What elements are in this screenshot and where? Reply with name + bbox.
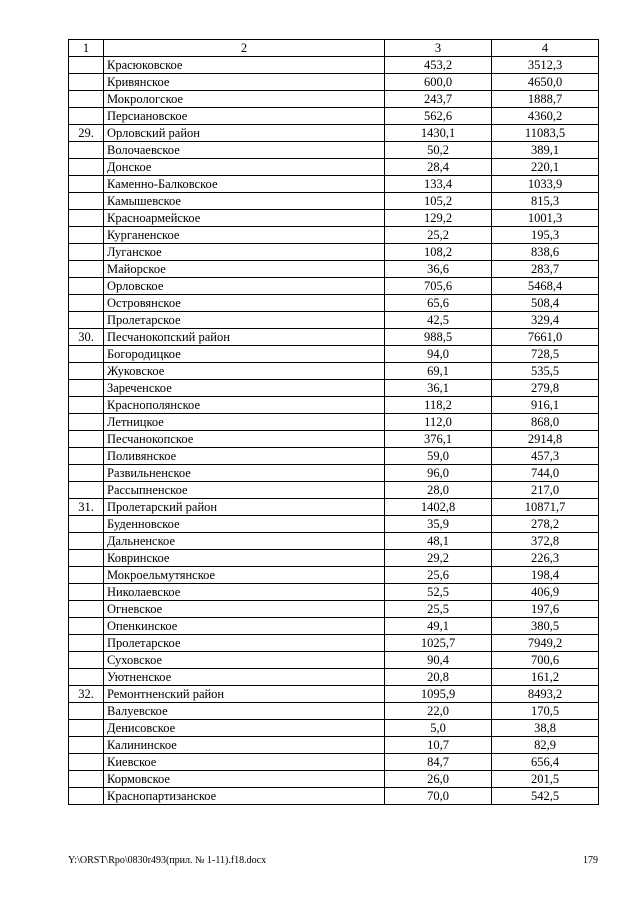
table-row [69,635,599,652]
value-col3-cell: 988,5 [385,329,492,346]
value-col4-cell: 10871,7 [492,499,599,516]
row-number-cell [69,57,104,74]
value-col4-cell: 82,9 [492,737,599,754]
value-col3-cell: 36,6 [385,261,492,278]
table-row [69,312,599,329]
header-cell-2: 2 [104,40,385,57]
value-col4-cell: 201,5 [492,771,599,788]
row-number-cell: 32. [69,686,104,703]
value-col3-cell: 35,9 [385,516,492,533]
table-row [69,91,599,108]
row-number-cell [69,516,104,533]
value-col3-cell: 112,0 [385,414,492,431]
table-row [69,584,599,601]
data-table [68,39,599,805]
table-row [69,380,599,397]
row-number-cell [69,74,104,91]
name-cell: Краснополянское [104,397,385,414]
name-cell: Огневское [104,601,385,618]
value-col3-cell: 36,1 [385,380,492,397]
table-row [69,686,599,703]
row-number-cell [69,210,104,227]
value-col3-cell: 118,2 [385,397,492,414]
value-col4-cell: 8493,2 [492,686,599,703]
row-number-cell [69,227,104,244]
table-row [69,652,599,669]
row-number-cell [69,397,104,414]
header-row [69,40,599,57]
table-row [69,295,599,312]
row-number-cell [69,533,104,550]
row-number-cell [69,652,104,669]
row-number-cell [69,737,104,754]
table-row [69,363,599,380]
value-col4-cell: 7661,0 [492,329,599,346]
value-col4-cell: 197,6 [492,601,599,618]
table-row [69,176,599,193]
value-col4-cell: 329,4 [492,312,599,329]
table-row [69,244,599,261]
name-cell: Ремонтненский район [104,686,385,703]
value-col3-cell: 1095,9 [385,686,492,703]
header-cell-1: 1 [69,40,104,57]
value-col3-cell: 96,0 [385,465,492,482]
value-col3-cell: 108,2 [385,244,492,261]
row-number-cell [69,567,104,584]
page-number: 179 [583,855,598,866]
name-cell: Опенкинское [104,618,385,635]
value-col4-cell: 170,5 [492,703,599,720]
value-col3-cell: 29,2 [385,550,492,567]
value-col4-cell: 916,1 [492,397,599,414]
name-cell: Песчанокопское [104,431,385,448]
row-number-cell [69,244,104,261]
value-col4-cell: 700,6 [492,652,599,669]
value-col3-cell: 600,0 [385,74,492,91]
table-row [69,567,599,584]
name-cell: Донское [104,159,385,176]
value-col3-cell: 59,0 [385,448,492,465]
table-row [69,754,599,771]
row-number-cell [69,346,104,363]
value-col4-cell: 198,4 [492,567,599,584]
value-col4-cell: 5468,4 [492,278,599,295]
value-col4-cell: 283,7 [492,261,599,278]
name-cell: Поливянское [104,448,385,465]
name-cell: Красюковское [104,57,385,74]
name-cell: Валуевское [104,703,385,720]
table-row [69,482,599,499]
value-col4-cell: 4650,0 [492,74,599,91]
value-col4-cell: 380,5 [492,618,599,635]
value-col4-cell: 406,9 [492,584,599,601]
row-number-cell [69,414,104,431]
value-col4-cell: 7949,2 [492,635,599,652]
value-col3-cell: 562,6 [385,108,492,125]
value-col3-cell: 42,5 [385,312,492,329]
value-col3-cell: 90,4 [385,652,492,669]
name-cell: Богородицкое [104,346,385,363]
value-col4-cell: 728,5 [492,346,599,363]
value-col4-cell: 656,4 [492,754,599,771]
value-col3-cell: 25,5 [385,601,492,618]
table-row [69,601,599,618]
value-col3-cell: 84,7 [385,754,492,771]
value-col3-cell: 28,0 [385,482,492,499]
value-col3-cell: 133,4 [385,176,492,193]
value-col4-cell: 457,3 [492,448,599,465]
table-row [69,278,599,295]
name-cell: Луганское [104,244,385,261]
value-col4-cell: 161,2 [492,669,599,686]
row-number-cell: 31. [69,499,104,516]
name-cell: Денисовское [104,720,385,737]
value-col3-cell: 50,2 [385,142,492,159]
value-col3-cell: 48,1 [385,533,492,550]
value-col3-cell: 70,0 [385,788,492,805]
value-col4-cell: 508,4 [492,295,599,312]
table-row [69,210,599,227]
value-col3-cell: 49,1 [385,618,492,635]
name-cell: Кормовское [104,771,385,788]
value-col4-cell: 2914,8 [492,431,599,448]
value-col4-cell: 11083,5 [492,125,599,142]
header-cell-3: 3 [385,40,492,57]
name-cell: Пролетарский район [104,499,385,516]
row-number-cell [69,363,104,380]
name-cell: Песчанокопский район [104,329,385,346]
name-cell: Уютненское [104,669,385,686]
name-cell: Кривянское [104,74,385,91]
value-col4-cell: 838,6 [492,244,599,261]
name-cell: Калининское [104,737,385,754]
name-cell: Пролетарское [104,312,385,329]
row-number-cell: 29. [69,125,104,142]
name-cell: Мокроельмутянское [104,567,385,584]
table-row [69,261,599,278]
row-number-cell [69,550,104,567]
table-row [69,431,599,448]
name-cell: Красноармейское [104,210,385,227]
footer-file-path: Y:\ORST\Rpo\0830r493(прил. № 1-11).f18.docx [68,855,267,866]
table-row [69,227,599,244]
value-col3-cell: 52,5 [385,584,492,601]
table-row [69,516,599,533]
table-row [69,448,599,465]
row-number-cell [69,601,104,618]
value-col4-cell: 4360,2 [492,108,599,125]
name-cell: Зареченское [104,380,385,397]
value-col4-cell: 815,3 [492,193,599,210]
name-cell: Николаевское [104,584,385,601]
value-col3-cell: 453,2 [385,57,492,74]
table-row [69,618,599,635]
table-row [69,737,599,754]
value-col4-cell: 372,8 [492,533,599,550]
name-cell: Жуковское [104,363,385,380]
row-number-cell [69,771,104,788]
name-cell: Камышевское [104,193,385,210]
value-col3-cell: 1430,1 [385,125,492,142]
table-row [69,465,599,482]
value-col4-cell: 278,2 [492,516,599,533]
row-number-cell [69,465,104,482]
row-number-cell [69,380,104,397]
value-col4-cell: 3512,3 [492,57,599,74]
value-col4-cell: 217,0 [492,482,599,499]
table-row [69,720,599,737]
row-number-cell [69,431,104,448]
value-col3-cell: 705,6 [385,278,492,295]
table-row [69,550,599,567]
value-col3-cell: 28,4 [385,159,492,176]
name-cell: Суховское [104,652,385,669]
row-number-cell [69,720,104,737]
value-col4-cell: 195,3 [492,227,599,244]
name-cell: Краснопартизанское [104,788,385,805]
row-number-cell [69,176,104,193]
row-number-cell [69,91,104,108]
row-number-cell [69,193,104,210]
value-col3-cell: 1402,8 [385,499,492,516]
table-row [69,414,599,431]
value-col4-cell: 279,8 [492,380,599,397]
row-number-cell [69,278,104,295]
value-col4-cell: 868,0 [492,414,599,431]
row-number-cell [69,142,104,159]
table-row [69,788,599,805]
table-row [69,142,599,159]
name-cell: Волочаевское [104,142,385,159]
value-col4-cell: 220,1 [492,159,599,176]
value-col4-cell: 389,1 [492,142,599,159]
value-col4-cell: 535,5 [492,363,599,380]
name-cell: Ковринское [104,550,385,567]
value-col4-cell: 744,0 [492,465,599,482]
name-cell: Персиановское [104,108,385,125]
row-number-cell [69,312,104,329]
row-number-cell [69,669,104,686]
row-number-cell [69,788,104,805]
name-cell: Рассыпненское [104,482,385,499]
name-cell: Пролетарское [104,635,385,652]
table-row [69,397,599,414]
name-cell: Дальненское [104,533,385,550]
table-row [69,193,599,210]
row-number-cell [69,703,104,720]
table-row [69,74,599,91]
name-cell: Курганенское [104,227,385,244]
name-cell: Каменно-Балковское [104,176,385,193]
table-row [69,57,599,74]
table-row [69,125,599,142]
value-col4-cell: 1033,9 [492,176,599,193]
value-col3-cell: 22,0 [385,703,492,720]
table-row [69,159,599,176]
row-number-cell [69,754,104,771]
row-number-cell [69,159,104,176]
name-cell: Летницкое [104,414,385,431]
value-col3-cell: 1025,7 [385,635,492,652]
table-row [69,329,599,346]
table-row [69,108,599,125]
name-cell: Орловское [104,278,385,295]
value-col4-cell: 38,8 [492,720,599,737]
name-cell: Островянское [104,295,385,312]
value-col4-cell: 226,3 [492,550,599,567]
name-cell: Мокрологское [104,91,385,108]
header-cell-4: 4 [492,40,599,57]
table-row [69,499,599,516]
value-col3-cell: 10,7 [385,737,492,754]
name-cell: Орловский район [104,125,385,142]
name-cell: Майорское [104,261,385,278]
value-col3-cell: 376,1 [385,431,492,448]
row-number-cell [69,584,104,601]
table-row [69,533,599,550]
name-cell: Развильненское [104,465,385,482]
row-number-cell [69,635,104,652]
value-col4-cell: 1888,7 [492,91,599,108]
value-col3-cell: 243,7 [385,91,492,108]
name-cell: Киевское [104,754,385,771]
value-col3-cell: 69,1 [385,363,492,380]
row-number-cell [69,295,104,312]
row-number-cell [69,618,104,635]
value-col3-cell: 105,2 [385,193,492,210]
table-row [69,703,599,720]
value-col3-cell: 20,8 [385,669,492,686]
value-col3-cell: 65,6 [385,295,492,312]
value-col4-cell: 542,5 [492,788,599,805]
value-col3-cell: 94,0 [385,346,492,363]
value-col3-cell: 25,6 [385,567,492,584]
row-number-cell: 30. [69,329,104,346]
row-number-cell [69,261,104,278]
table-row [69,669,599,686]
value-col3-cell: 25,2 [385,227,492,244]
value-col4-cell: 1001,3 [492,210,599,227]
value-col3-cell: 26,0 [385,771,492,788]
value-col3-cell: 5,0 [385,720,492,737]
row-number-cell [69,482,104,499]
table-row [69,346,599,363]
row-number-cell [69,108,104,125]
row-number-cell [69,448,104,465]
table-row [69,771,599,788]
value-col3-cell: 129,2 [385,210,492,227]
name-cell: Буденновское [104,516,385,533]
